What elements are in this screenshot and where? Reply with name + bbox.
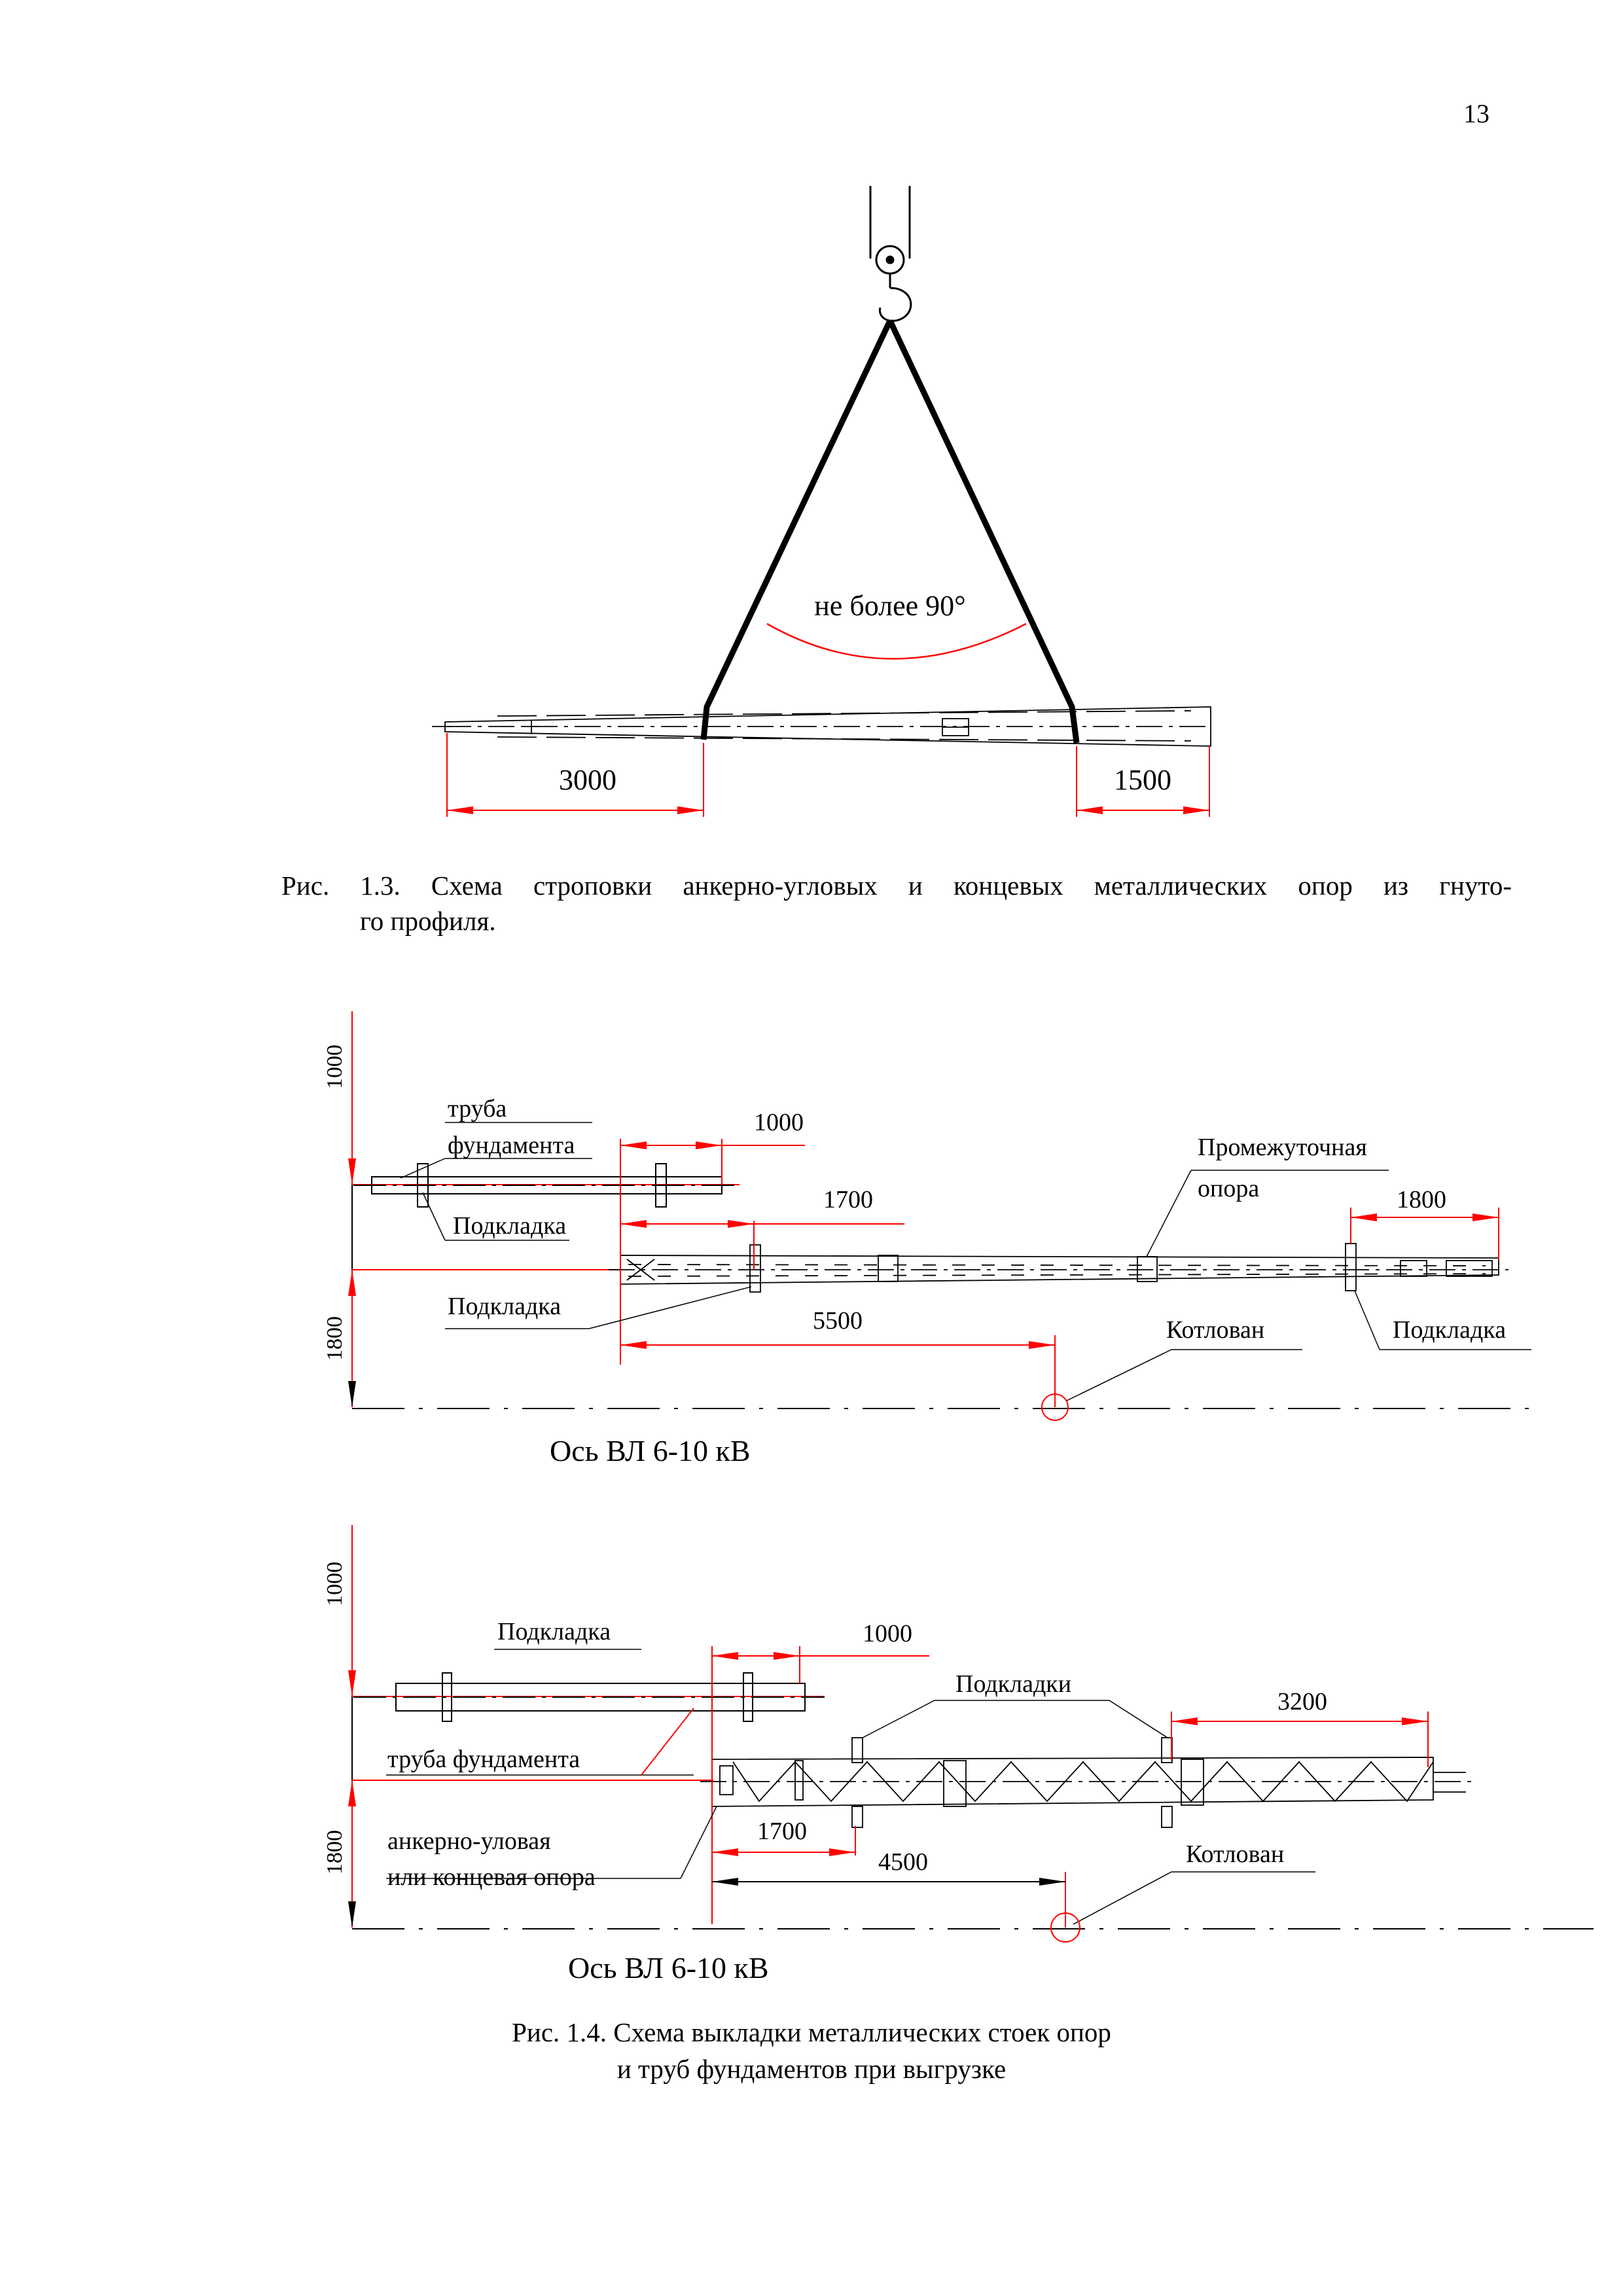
label-pipe-1: труба [448, 1095, 507, 1122]
label-intermediate-1: Промежуточная [1198, 1134, 1367, 1161]
dim-vert-1000-b: 1000 [323, 1562, 347, 1606]
pole-body [432, 707, 1211, 746]
fig14a-dimensions [620, 1139, 1499, 1407]
dim-5500: 5500 [813, 1307, 863, 1335]
figure-1-3-caption-line1: Рис. 1.3. Схема строповки анкерно-угловых и концевых металлических опор из гнуто- [281, 870, 1512, 901]
dim-vert-1800: 1800 [323, 1316, 347, 1361]
figure-1-4b [323, 1525, 1594, 1984]
label-pad-b: Подкладка [497, 1618, 611, 1645]
dim-3200-b: 3200 [1277, 1688, 1327, 1715]
figure-1-4-caption-line2: и труб фундаментов при выгрузке [616, 2054, 1007, 2084]
crane-hook [870, 186, 911, 321]
axis-label: Ось ВЛ 6-10 кВ [550, 1434, 751, 1467]
dim-1500: 1500 [1114, 764, 1171, 796]
label-pad-1: Подкладка [453, 1212, 567, 1240]
angle-label: не более 90° [814, 590, 966, 622]
label-pipe-2: фундамента [448, 1132, 575, 1159]
dim-1800: 1800 [1397, 1186, 1446, 1213]
anchor-pole [700, 1738, 1472, 1827]
dim-vert-1800-b: 1800 [323, 1830, 347, 1874]
dim-1700: 1700 [823, 1186, 873, 1213]
label-pit: Котлован [1166, 1316, 1265, 1344]
dim-vert-1000: 1000 [323, 1045, 347, 1089]
figure-1-3 [432, 186, 1211, 817]
intermediate-pole [609, 1244, 1508, 1292]
label-pipe-b: труба фундамента [387, 1746, 580, 1773]
dim-1000-b: 1000 [863, 1620, 912, 1647]
fig14a-leaders [401, 1122, 1531, 1401]
dim-1700-b: 1700 [757, 1818, 807, 1845]
angle-arc [767, 624, 1026, 659]
figure-1-3-caption-line2: го профиля. [360, 906, 496, 936]
dim-4500-b: 4500 [878, 1848, 928, 1876]
page-number: 13 [1463, 99, 1489, 128]
figure-1-4a [323, 1011, 1531, 1467]
sling-ropes [704, 321, 1077, 743]
label-pit-b: Котлован [1186, 1840, 1285, 1868]
label-anchor-1: анкерно-уловая [387, 1827, 551, 1855]
dim-1000: 1000 [754, 1109, 804, 1136]
label-pad-3: Подкладка [1393, 1316, 1507, 1344]
label-intermediate-2: опора [1198, 1175, 1260, 1202]
pipe-leader [641, 1708, 694, 1775]
label-pad-2: Подкладка [448, 1293, 562, 1320]
dim-3000: 3000 [559, 764, 616, 796]
axis-label-b: Ось ВЛ 6-10 кВ [568, 1951, 769, 1984]
label-pads-b: Подкладки [955, 1670, 1072, 1698]
label-anchor-2: или концевая опора [387, 1863, 596, 1891]
figure-1-4-caption-line1: Рис. 1.4. Схема выкладки металлических стоек опор [512, 2017, 1111, 2047]
